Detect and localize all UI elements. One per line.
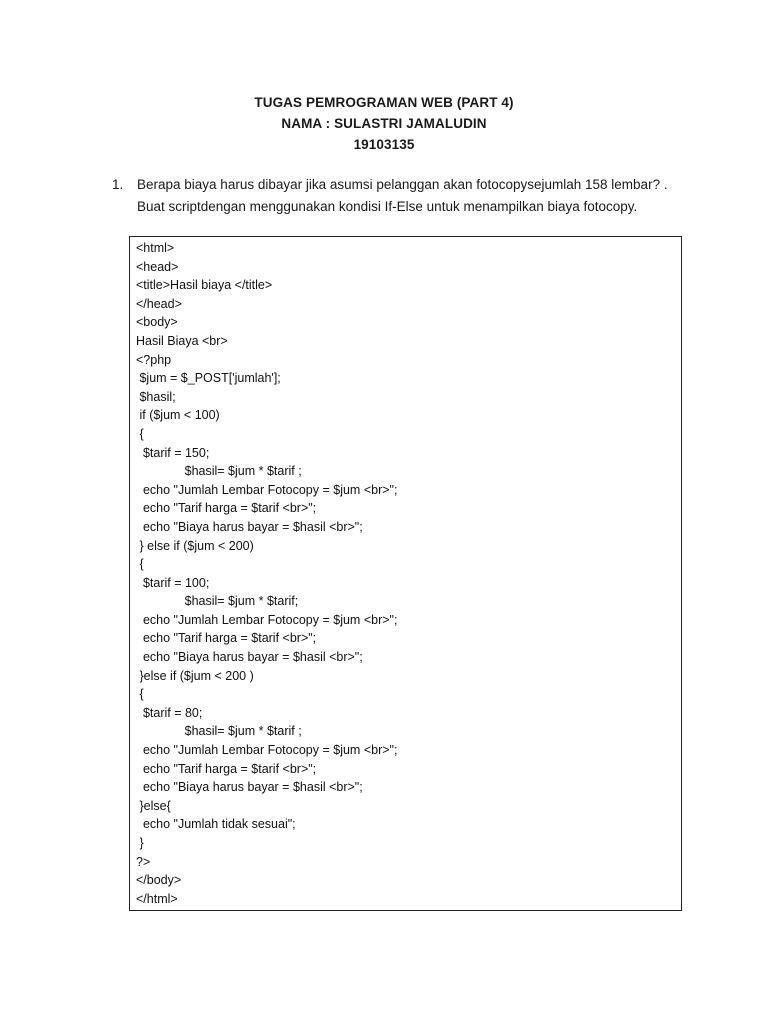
question-number: 1. [112,177,124,192]
code-line: { [136,687,144,702]
code-line: }else if ($jum < 200 ) [136,668,254,683]
document-header [0,92,768,155]
code-line: { [136,426,144,441]
code-line: $tarif = 80; [136,705,203,720]
code-line: echo "Jumlah Lembar Fotocopy = $jum <br>"; [136,482,398,497]
code-line: </html> [136,891,178,906]
code-line: if ($jum < 100) [136,408,220,423]
code-line: <head> [136,259,179,274]
code-line: } else if ($jum < 200) [136,538,254,553]
code-line: <body> [136,315,178,330]
code-line: $hasil; [136,389,176,404]
code-line: echo "Jumlah Lembar Fotocopy = $jum <br>"; [136,743,398,758]
code-line: echo "Jumlah tidak sesuai"; [136,817,296,832]
code-line: $tarif = 100; [136,575,210,590]
code-line: echo "Tarif harga = $tarif <br>"; [136,501,317,516]
code-line: echo "Biaya harus bayar = $hasil <br>"; [136,650,363,665]
code-line: $hasil= $jum * $tarif ; [136,464,302,479]
code-line: $jum = $_POST['jumlah']; [136,371,281,386]
code-line: Hasil Biaya <br> [136,333,228,348]
code-line: $tarif = 150; [136,445,210,460]
code-line: <?php [136,352,172,367]
code-line: echo "Biaya harus bayar = $hasil <br>"; [136,780,363,795]
student-id: 19103135 [353,137,415,152]
student-name: NAMA : SULASTRI JAMALUDIN [281,116,487,131]
code-line: echo "Tarif harga = $tarif <br>"; [136,761,317,776]
code-line: echo "Biaya harus bayar = $hasil <br>"; [136,519,363,534]
code-line: </head> [136,296,182,311]
code-line: }else{ [136,798,171,813]
code-line: echo "Tarif harga = $tarif <br>"; [136,631,317,646]
code-line: } [136,836,144,850]
question-text [137,174,697,218]
code-line: echo "Jumlah Lembar Fotocopy = $jum <br>"; [136,612,398,627]
code-line: </body> [136,873,182,888]
code-line: $hasil= $jum * $tarif ; [136,724,302,739]
code-line: $hasil= $jum * $tarif; [136,594,299,609]
question-line-1: Berapa biaya harus dibayar jika asumsi pelanggan akan fotocopysejumlah 158 lembar? . [137,177,668,192]
code-line: <html> [136,241,175,255]
code-line: { [136,557,144,572]
code-line: <title>Hasil biaya </title> [136,278,273,293]
question-line-2: Buat scriptdengan menggunakan kondisi If-Else untuk menampilkan biaya fotocopy. [137,199,638,214]
document-title: TUGAS PEMROGRAMAN WEB (PART 4) [254,95,514,110]
code-block [129,236,682,911]
code-line: ?> [136,854,151,869]
